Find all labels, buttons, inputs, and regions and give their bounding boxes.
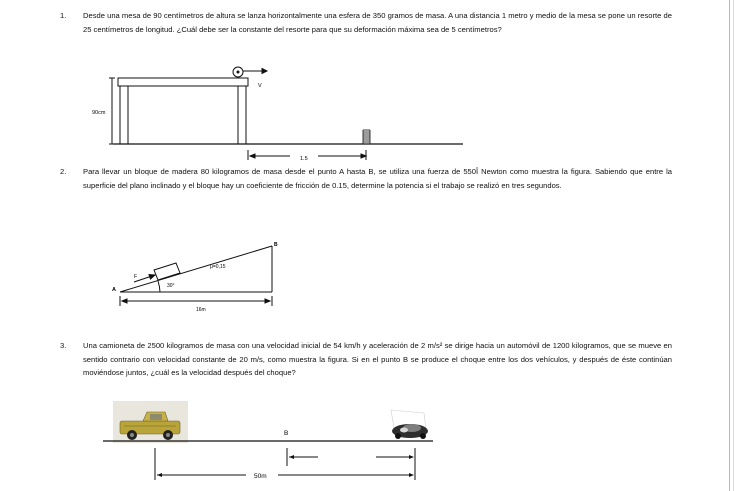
velocity-label: V bbox=[258, 83, 262, 89]
point-a-label: A bbox=[112, 287, 116, 293]
problem-1-text: Desde una mesa de 90 centímetros de altura se lanza horizontalmente una esfera de 350 gramos de masa. A una distancia 1 metro y medio de la mesa se pone un resorte de 25 centímetros de longitud. ¿Cuál debe ser la constante del resorte para que su deformación máxima sea de 5 centímetros? bbox=[83, 11, 672, 34]
problem-1-number: 1. bbox=[60, 11, 67, 20]
base-arrowhead-left bbox=[122, 299, 127, 303]
base-label: 16m bbox=[196, 307, 206, 313]
problem-3-text: Una camioneta de 2500 kilogramos de masa con una velocidad inicial de 54 km/h y aceleración de 2 m/s² se dirige hacia un automóvil de 1200 kilogramos, que se mueve en sentido contrario con velocidad constante de 20 m/s, como muestra la figura. Si en el punto B se produce el choque entre los dos vehículos, y después de éste continúan moviéndose juntos, ¿cuál es la velocidad después del choque? bbox=[83, 341, 672, 378]
spring-icon bbox=[363, 130, 370, 144]
distance-arrowhead-right bbox=[361, 154, 366, 158]
height-label: 90cm bbox=[92, 110, 106, 116]
friction-label: μ=0,15 bbox=[210, 264, 226, 270]
force-label: F bbox=[134, 274, 138, 280]
ball-center bbox=[237, 71, 239, 73]
distance-arrowhead-left bbox=[250, 154, 255, 158]
car-icon bbox=[391, 410, 428, 439]
distance-label: 1.5 bbox=[300, 156, 308, 162]
block bbox=[154, 263, 180, 280]
point-b-label: B bbox=[274, 242, 278, 248]
figure-1-drawing bbox=[109, 67, 463, 160]
problem-3-number: 3. bbox=[60, 341, 67, 350]
point-b-arrowhead-right bbox=[409, 455, 414, 459]
table-top bbox=[118, 78, 248, 86]
figure-2-drawing bbox=[120, 246, 272, 306]
problem-2 bbox=[60, 165, 672, 213]
velocity-arrowhead bbox=[262, 69, 267, 74]
problem-3 bbox=[60, 339, 672, 387]
angle-arc bbox=[158, 281, 160, 292]
figure-3-drawing bbox=[103, 401, 433, 480]
problem-2-text: Para llevar un bloque de madera 80 kilogramos de masa desde el punto A hasta B, se utiliza una fuerza de 550Î Newton como muestra la figura. Sabiendo que entre la superficie del plano inclinado y el bloque hay un coeficiente de fricción de 0.15, determine la potencia si el trabajo se realizó en tres segundos. bbox=[83, 167, 672, 190]
distance-50m-arrowhead-right bbox=[409, 473, 414, 477]
problem-2-number: 2. bbox=[60, 167, 67, 176]
angle-label: 30° bbox=[167, 283, 175, 289]
distance-50m-arrowhead-left bbox=[157, 473, 162, 477]
distance-50m-label: 50m bbox=[254, 473, 267, 480]
incline-surface bbox=[120, 246, 272, 292]
base-arrowhead-right bbox=[265, 299, 270, 303]
force-arrowhead bbox=[149, 275, 155, 280]
point-b-label-3: B bbox=[284, 430, 289, 437]
point-b-arrowhead-left bbox=[289, 455, 294, 459]
